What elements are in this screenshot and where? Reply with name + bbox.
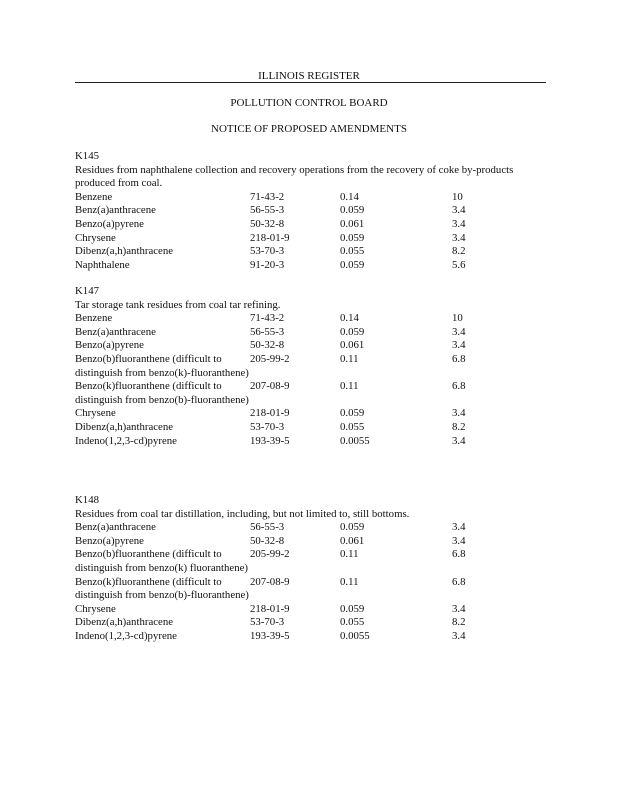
cas-number: 53-70-3: [250, 245, 285, 258]
register-title: ILLINOIS REGISTER: [258, 70, 360, 82]
nonwastewater-limit: 3.4: [452, 339, 466, 352]
table-row: [75, 326, 555, 340]
wastewater-limit: 0.055: [340, 420, 365, 433]
cas-number: 56-55-3: [250, 204, 285, 217]
table-row: [75, 259, 555, 273]
waste-section-k145: [75, 150, 555, 272]
table-row: [75, 576, 555, 603]
table-row: [75, 535, 555, 549]
wastewater-limit: 0.061: [340, 217, 365, 230]
constituent-name: Indeno(1,2,3-cd)pyrene: [75, 434, 177, 447]
wastewater-limit: 0.059: [340, 521, 365, 534]
constituent-name: Benzo(k)fluoranthene (difficult to distinguish from benzo(b)-fluoranthene): [75, 380, 249, 406]
table-row: [75, 191, 555, 205]
wastewater-limit: 0.059: [340, 231, 365, 244]
waste-description: Residues from naphthalene collection and recovery operations from the recovery of coke by-products produced from coal.: [75, 163, 514, 190]
waste-code: K147: [75, 285, 99, 297]
constituent-name: Benzo(b)fluoranthene (difficult to distinguish from benzo(k) fluoranthene): [75, 548, 249, 574]
nonwastewater-limit: 8.2: [452, 616, 466, 629]
wastewater-limit: 0.059: [340, 325, 365, 338]
cas-number: 205-99-2: [250, 548, 290, 561]
nonwastewater-limit: 3.4: [452, 325, 466, 338]
nonwastewater-limit: 3.4: [452, 231, 466, 244]
constituent-name: Naphthalene: [75, 258, 130, 271]
table-row: [75, 339, 555, 353]
nonwastewater-limit: 10: [452, 190, 463, 203]
header-rule: [75, 82, 546, 83]
table-row: [75, 245, 555, 259]
cas-number: 193-39-5: [250, 434, 290, 447]
constituent-name: Benzo(a)pyrene: [75, 534, 144, 547]
wastewater-limit: 0.11: [340, 575, 359, 588]
table-row: [75, 204, 555, 218]
wastewater-limit: 0.061: [340, 339, 365, 352]
wastewater-limit: 0.11: [340, 380, 359, 393]
waste-section-k147: [75, 285, 555, 448]
wastewater-limit: 0.059: [340, 602, 365, 615]
table-row: [75, 407, 555, 421]
cas-number: 56-55-3: [250, 325, 285, 338]
constituent-name: Benzene: [75, 190, 113, 203]
cas-number: 218-01-9: [250, 407, 290, 420]
cas-number: 50-32-8: [250, 339, 285, 352]
constituent-name: Benzo(b)fluoranthene (difficult to distinguish from benzo(k)-fluoranthene): [75, 352, 249, 379]
wastewater-limit: 0.059: [340, 407, 365, 420]
waste-code: K145: [75, 150, 99, 162]
wastewater-limit: 0.059: [340, 258, 365, 271]
constituent-name: Dibenz(a,h)anthracene: [75, 245, 174, 258]
nonwastewater-limit: 3.4: [452, 217, 466, 230]
nonwastewater-limit: 5.6: [452, 258, 466, 271]
constituent-name: Benzo(k)fluoranthene (difficult to distinguish from benzo(b)-fluoranthene): [75, 575, 249, 602]
constituent-name: Benz(a)anthracene: [75, 521, 156, 534]
wastewater-limit: 0.061: [340, 534, 365, 547]
wastewater-limit: 0.059: [340, 204, 365, 217]
nonwastewater-limit: 6.8: [452, 352, 466, 365]
table-row: [75, 312, 555, 326]
nonwastewater-limit: 6.8: [452, 548, 466, 561]
wastewater-limit: 0.0055: [340, 434, 370, 447]
nonwastewater-limit: 3.4: [452, 521, 466, 534]
nonwastewater-limit: 10: [452, 312, 463, 325]
table-row: [75, 353, 555, 380]
table-row: [75, 218, 555, 232]
constituent-name: Chrysene: [75, 231, 116, 244]
nonwastewater-limit: 3.4: [452, 204, 466, 217]
cas-number: 71-43-2: [250, 312, 285, 325]
cas-number: 91-20-3: [250, 258, 285, 271]
wastewater-limit: 0.11: [340, 352, 359, 365]
table-row: [75, 232, 555, 246]
waste-description: Residues from coal tar distillation, including, but not limited to, still bottoms.: [75, 507, 410, 520]
cas-number: 218-01-9: [250, 602, 290, 615]
waste-description: Tar storage tank residues from coal tar refining.: [75, 298, 281, 311]
constituent-name: Chrysene: [75, 602, 116, 615]
nonwastewater-limit: 6.8: [452, 380, 466, 393]
cas-number: 53-70-3: [250, 616, 285, 629]
table-row: [75, 435, 555, 449]
cas-number: 207-08-9: [250, 575, 290, 588]
nonwastewater-limit: 3.4: [452, 407, 466, 420]
cas-number: 207-08-9: [250, 380, 290, 393]
table-row: [75, 630, 555, 644]
constituent-name: Benzo(a)pyrene: [75, 339, 144, 352]
wastewater-limit: 0.11: [340, 548, 359, 561]
cas-number: 193-39-5: [250, 629, 290, 642]
cas-number: 71-43-2: [250, 190, 285, 203]
table-row: [75, 421, 555, 435]
constituent-name: Benz(a)anthracene: [75, 204, 156, 217]
nonwastewater-limit: 8.2: [452, 420, 466, 433]
table-row: [75, 521, 555, 535]
constituent-name: Dibenz(a,h)anthracene: [75, 616, 174, 629]
nonwastewater-limit: 6.8: [452, 575, 466, 588]
table-row: [75, 548, 555, 575]
cas-number: 205-99-2: [250, 352, 290, 365]
nonwastewater-limit: 8.2: [452, 245, 466, 258]
cas-number: 218-01-9: [250, 231, 290, 244]
constituent-name: Indeno(1,2,3-cd)pyrene: [75, 629, 177, 642]
constituent-name: Chrysene: [75, 407, 116, 420]
board-name: POLLUTION CONTROL BOARD: [230, 97, 388, 109]
cas-number: 53-70-3: [250, 420, 285, 433]
wastewater-limit: 0.14: [340, 312, 359, 325]
constituent-name: Dibenz(a,h)anthracene: [75, 420, 174, 433]
table-row: [75, 380, 555, 407]
nonwastewater-limit: 3.4: [452, 602, 466, 615]
wastewater-limit: 0.14: [340, 190, 359, 203]
constituent-name: Benz(a)anthracene: [75, 325, 156, 338]
nonwastewater-limit: 3.4: [452, 434, 466, 447]
nonwastewater-limit: 3.4: [452, 534, 466, 547]
nonwastewater-limit: 3.4: [452, 629, 466, 642]
constituent-name: Benzo(a)pyrene: [75, 217, 144, 230]
table-row: [75, 603, 555, 617]
notice-title: NOTICE OF PROPOSED AMENDMENTS: [211, 123, 407, 135]
wastewater-limit: 0.0055: [340, 629, 370, 642]
wastewater-limit: 0.055: [340, 616, 365, 629]
constituent-name: Benzene: [75, 312, 113, 325]
cas-number: 56-55-3: [250, 521, 285, 534]
wastewater-limit: 0.055: [340, 245, 365, 258]
waste-code: K148: [75, 494, 99, 506]
cas-number: 50-32-8: [250, 534, 285, 547]
waste-section-k148: [75, 494, 555, 644]
table-row: [75, 616, 555, 630]
cas-number: 50-32-8: [250, 217, 285, 230]
